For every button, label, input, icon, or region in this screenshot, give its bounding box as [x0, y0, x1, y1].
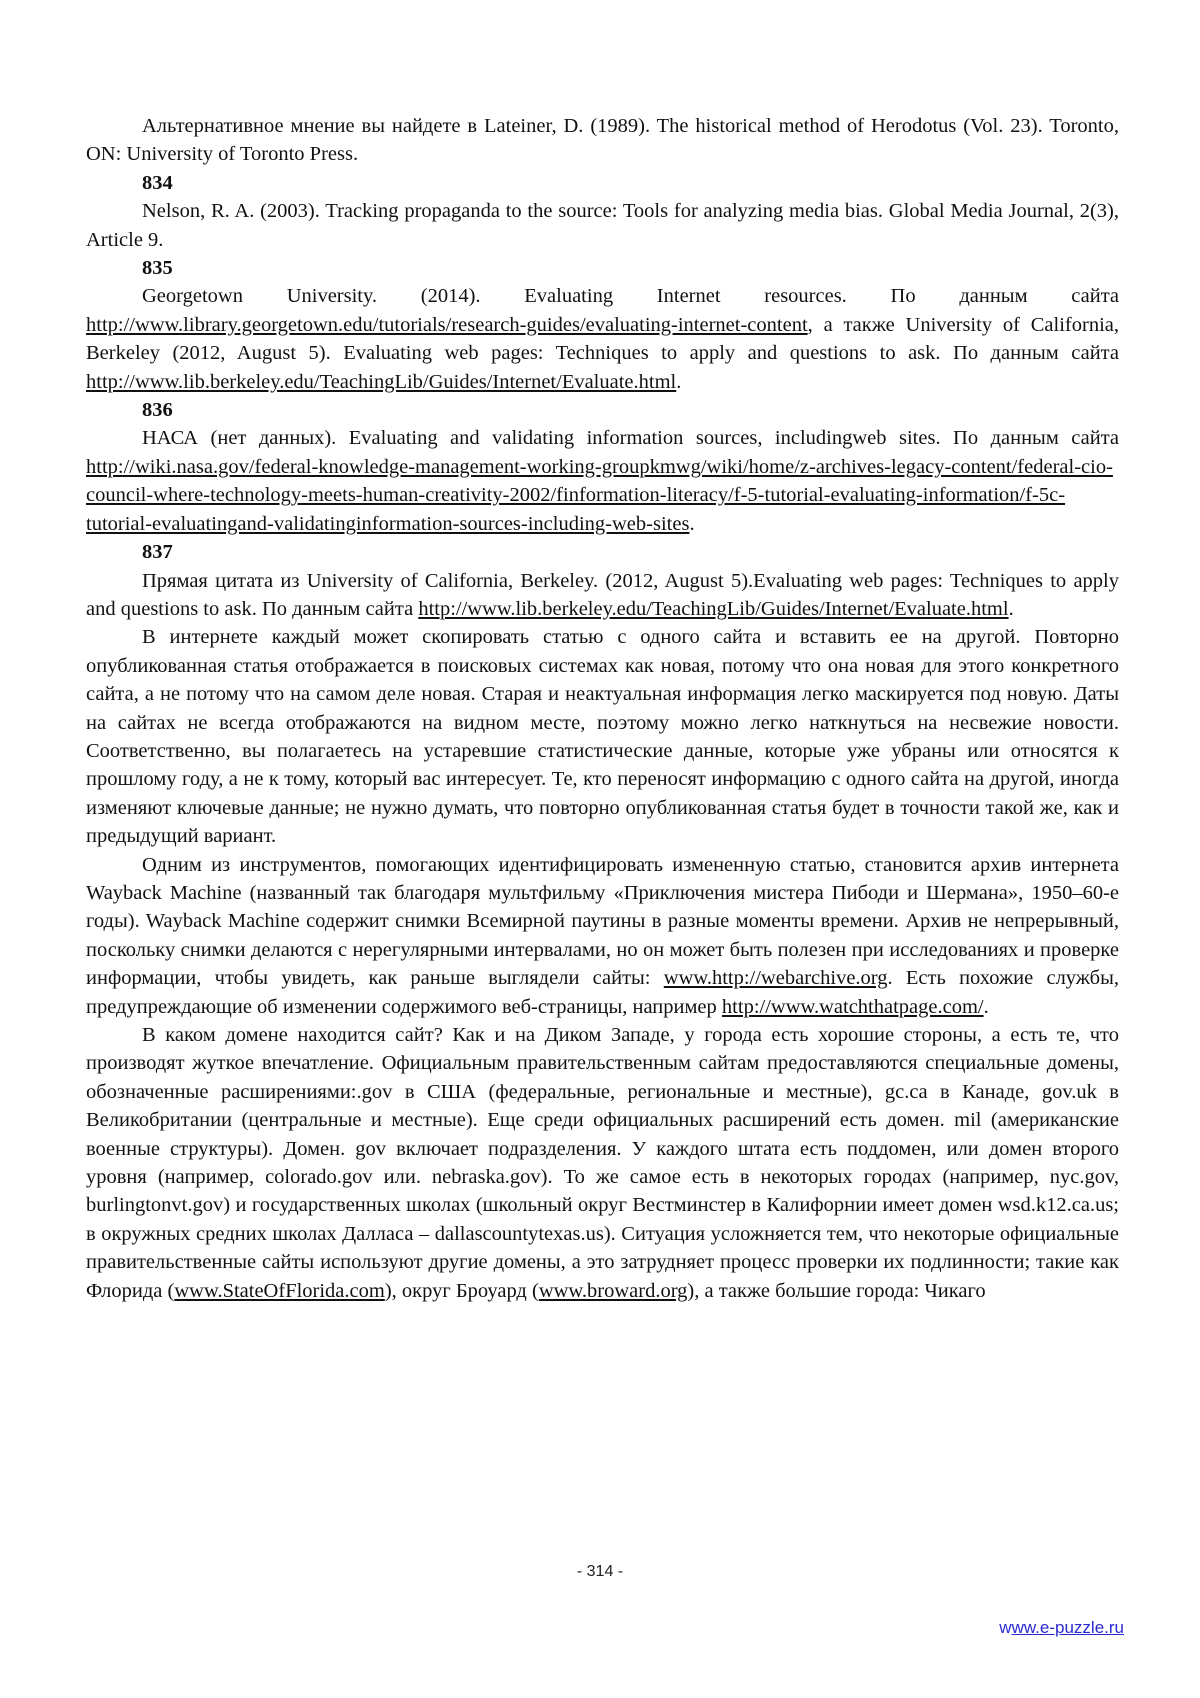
- text-run: В интернете каждый может скопировать статью с одного сайта и вставить ее на другой. Повторно опубликованная статья отображается в поисковых системах как новая, потому что она новая для этого конкретного сайта, а не потому что на самом деле новая. Старая и неактуальная информация легко маскируется под новую. Даты на сайтах не всегда отображаются на видном месте, поэтому можно легко наткнуться на несвежие новости. Соответственно, вы полагаетесь на устаревшие статистические данные, которые уже убраны или относятся к прошлому году, а не к тому, который вас интересует. Те, кто переносят информацию с одного сайта на другой, иногда изменяют ключевые данные; не нужно думать, что повторно опубликованная статья будет в точности такой же, как и предыдущий вариант.: [86, 626, 1119, 848]
- text-run: , а также University of California, Berkeley (2012, August 5). Evaluating web pages: Techniques to apply and questions to ask. По данным сайта: [86, 313, 1119, 365]
- text-run: ), а также большие города: Чикаго: [687, 1279, 986, 1302]
- hyperlink[interactable]: http://www.library.georgetown.edu/tutorials/research-guides/evaluating-internet-content: [86, 313, 808, 336]
- hyperlink[interactable]: http://www.lib.berkeley.edu/TeachingLib/Guides/Internet/Evaluate.html: [418, 597, 1009, 620]
- text-run: НАСА (нет данных). Evaluating and validating information sources, includingweb sites. По данным сайта: [142, 427, 1119, 450]
- site-link-anchor[interactable]: ww.e-puzzle.ru: [1011, 1618, 1124, 1637]
- text-run: ), округ Броуард (: [384, 1279, 539, 1302]
- hyperlink[interactable]: www.http://webarchive.org: [663, 967, 888, 990]
- paragraph: [86, 424, 1119, 538]
- site-link[interactable]: [999, 1618, 1124, 1638]
- text-run: 835: [142, 257, 173, 280]
- text-run: Одним из инструментов, помогающих идентифицировать измененную статью, становится архив интернета Wayback Machine (названный так благодаря мультфильму «Приключения мистера Пибоди и Шермана», 1950–60-е годы). Wayback Machine содержит снимки Всемирной паутины в разные моменты времени. Архив не непрерывный, поскольку снимки делаются с нерегулярными интервалами, но он может быть полезен при исследованиях и проверке информации, чтобы увидеть, как раньше выглядели сайты:: [86, 853, 1119, 990]
- text-run: 834: [142, 171, 173, 194]
- hyperlink[interactable]: http://www.watchthatpage.com/: [721, 995, 984, 1018]
- page-number: - 314 -: [576, 1563, 624, 1580]
- text-run: .: [676, 370, 682, 393]
- text-run: 837: [142, 541, 173, 564]
- paragraph: [86, 851, 1119, 1021]
- paragraph: [86, 567, 1119, 624]
- paragraph: [86, 112, 1119, 169]
- text-run: .: [689, 512, 695, 535]
- document-body: [86, 112, 1119, 1305]
- hyperlink[interactable]: http://www.lib.berkeley.edu/TeachingLib/Guides/Internet/Evaluate.html: [86, 370, 677, 393]
- footnote-number: [86, 538, 1119, 566]
- site-link-prefix: w: [999, 1618, 1012, 1637]
- paragraph: [86, 197, 1119, 254]
- footnote-number: [86, 254, 1119, 282]
- text-run: Nelson, R. A. (2003). Tracking propaganda to the source: Tools for analyzing media bias. Global Media Journal, 2(3), Article 9.: [86, 200, 1119, 251]
- text-run: Georgetown University. (2014). Evaluating Internet resources. По данным сайта: [142, 285, 1119, 308]
- footnote-number: [86, 169, 1119, 197]
- hyperlink[interactable]: www.StateOfFlorida.com: [174, 1279, 385, 1302]
- footnote-number: [86, 396, 1119, 424]
- text-run: В каком домене находится сайт? Как и на Диком Западе, у города есть хорошие стороны, а есть те, что производят жуткое впечатление. Официальным правительственным сайтам предоставляются специальные домены, обозначенные расширениями:.gov в США (федеральные, региональные и местные), gc.ca в Канаде, gov.uk в Великобритании (центральные и местные). Еще среди официальных расширений есть домен. mil (американские военные структуры). Домен. gov включает подразделения. У каждого штата есть поддомен, или домен второго уровня (например, colorado.gov или. nebraska.gov). То же самое есть в некоторых городах (например, nyc.gov, burlingtonvt.gov) и государственных школах (школьный округ Вестминстер в Калифорнии имеет домен wsd.k12.ca.us; в окружных средних школах Далласа – dallascountytexas.us). Ситуация усложняется тем, что некоторые официальные правительственные сайты используют другие домены, а это затрудняет процесс проверки их подлинности; такие как Флорида (: [86, 1024, 1119, 1302]
- paragraph: [86, 1021, 1119, 1305]
- text-run: Прямая цитата из University of California, Berkeley. (2012, August 5).Evaluating web pages: Techniques to apply and questions to ask. По данным сайта: [86, 569, 1119, 620]
- text-run: Альтернативное мнение вы найдете в Lateiner, D. (1989). The historical method of Herodotus (Vol. 23). Toronto, ON: University of Toronto Press.: [86, 115, 1119, 166]
- text-run: .: [983, 995, 989, 1018]
- text-run: 836: [142, 399, 173, 422]
- text-run: .: [1008, 597, 1014, 620]
- paragraph: [86, 282, 1119, 396]
- paragraph: [86, 623, 1119, 850]
- text-run: . Есть похожие службы, предупреждающие об изменении содержимого веб-страницы, например: [86, 967, 1119, 1018]
- hyperlink[interactable]: http://wiki.nasa.gov/federal-knowledge-management-working-groupkmwg/wiki/home/z-archives-legacy-content/federal-cio-council-where-technology-meets-human-creativity-2002/finformation-literacy/f-5-tutorial-evaluating-information/f-5c-tutorial-evaluatingand-validatinginformation-sources-including-web-sites: [86, 455, 1113, 535]
- hyperlink[interactable]: www.broward.org: [538, 1279, 688, 1302]
